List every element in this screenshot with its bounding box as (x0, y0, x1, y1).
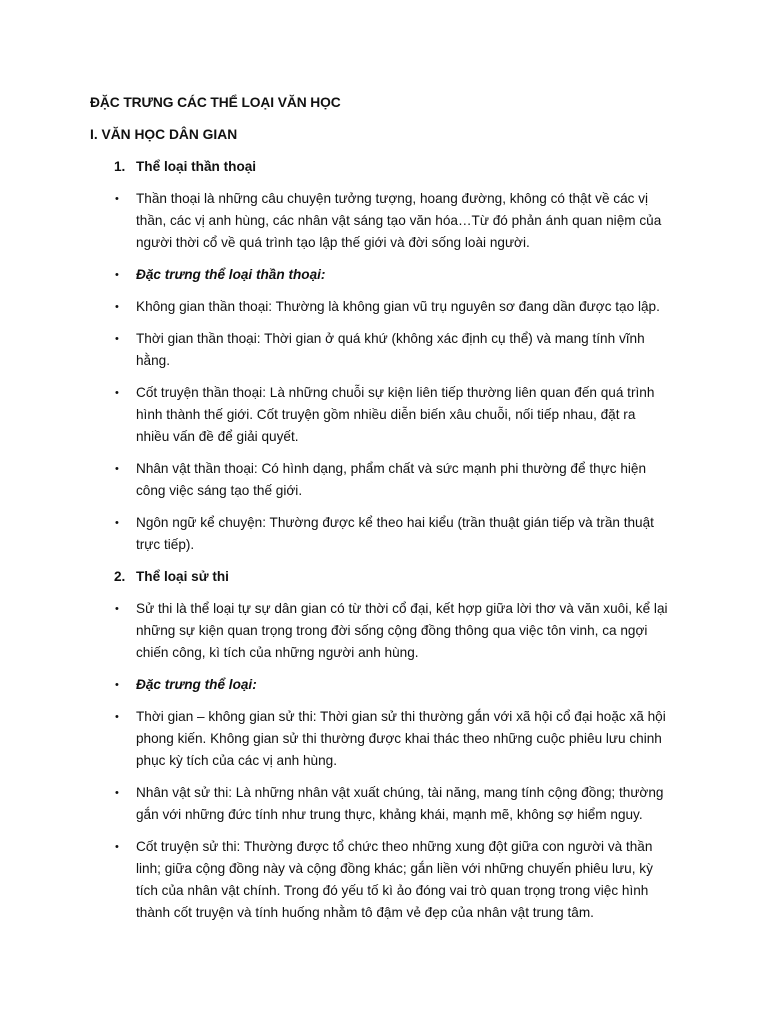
features-heading: Đặc trưng thể loại thần thoại: (136, 267, 326, 282)
list-item-text: Ngôn ngữ kể chuyện: Thường được kể theo hai kiểu (trần thuật gián tiếp và trần thuật trực tiếp). (136, 515, 654, 552)
list-item (90, 458, 672, 502)
list-item (90, 296, 672, 318)
bullet-icon: • (115, 517, 119, 529)
document-title: ĐẶC TRƯNG CÁC THỂ LOẠI VĂN HỌC (90, 95, 341, 110)
bullet-icon: • (115, 787, 119, 799)
list-item-emphasis (90, 264, 672, 286)
bullet-icon: • (115, 333, 119, 345)
subsection-heading (90, 566, 672, 588)
subsection-title: Thể loại thần thoại (136, 159, 257, 174)
list-item-text: Nhân vật sử thi: Là những nhân vật xuất chúng, tài năng, mang tính cộng đồng; thường gắn với những đức tính như trung thực, khảng khái, mạnh mẽ, không sợ hiểm nguy. (136, 785, 664, 822)
list-item (90, 598, 672, 664)
list-item-emphasis (90, 674, 672, 696)
list-item (90, 782, 672, 826)
list-item-text: Cốt truyện thần thoại: Là những chuỗi sự kiện liên tiếp thường liên quan đến quá trình hình thành thế giới. Cốt truyện gồm nhiều diễn biến xâu chuỗi, nối tiếp nhau, đặt ra nhiều vấn đề để giải quyết. (136, 385, 655, 444)
list-item (90, 706, 672, 772)
features-heading: Đặc trưng thể loại: (136, 677, 257, 692)
bullet-icon: • (115, 711, 119, 723)
list-item (90, 512, 672, 556)
subsection-number: 2. (114, 569, 126, 584)
list-item-text: Sử thi là thể loại tự sự dân gian có từ thời cổ đại, kết hợp giữa lời thơ và văn xuôi, kể lại những sự kiện quan trọng trong đời sống cộng đồng thông qua việc tôn vinh, ca ngợi chiến công, kì tích của những người anh hùng. (136, 601, 668, 660)
bullet-icon: • (115, 841, 119, 853)
bullet-icon: • (115, 463, 119, 475)
list-item-text: Cốt truyện sử thi: Thường được tổ chức theo những xung đột giữa con người và thần linh; giữa cộng đồng này và cộng đồng khác; gắn liền với những chuyến phiêu lưu, kỳ tích của nhân vật chính. Trong đó yếu tố kì ảo đóng vai trò quan trọng trong việc hình thành cốt truyện và tính huống nhằm tô đậm vẻ đẹp của nhân vật trung tâm. (136, 839, 653, 920)
bullet-icon: • (115, 301, 119, 313)
list-item (90, 382, 672, 448)
subsection-heading (90, 156, 672, 178)
list-item-text: Nhân vật thần thoại: Có hình dạng, phẩm chất và sức mạnh phi thường để thực hiện công việc sáng tạo thế giới. (136, 461, 647, 498)
list-item-text: Thời gian thần thoại: Thời gian ở quá khứ (không xác định cụ thể) và mang tính vĩnh hằng. (136, 331, 645, 368)
list-item (90, 188, 672, 254)
list-item (90, 836, 672, 924)
bullet-icon: • (115, 269, 119, 281)
bullet-icon: • (115, 679, 119, 691)
document-body (90, 92, 672, 934)
bullet-icon: • (115, 387, 119, 399)
bullet-icon: • (115, 603, 119, 615)
list-item (90, 328, 672, 372)
list-item-text: Không gian thần thoại: Thường là không gian vũ trụ nguyên sơ đang dần được tạo lập. (136, 299, 660, 314)
bullet-icon: • (115, 193, 119, 205)
subsection-title: Thể loại sử thi (136, 569, 229, 584)
section-heading: I. VĂN HỌC DÂN GIAN (90, 127, 238, 142)
subsection-number: 1. (114, 159, 126, 174)
list-item-text: Thần thoại là những câu chuyện tưởng tượng, hoang đường, không có thật về các vị thần, các vị anh hùng, các nhân vật sáng tạo văn hóa…Từ đó phản ánh quan niệm của người thời cổ về quá trình tạo lập thế giới và đời sống loài người. (136, 191, 662, 250)
list-item-text: Thời gian – không gian sử thi: Thời gian sử thi thường gắn với xã hội cổ đại hoặc xã hội phong kiến. Không gian sử thi thường được khai thác theo những cuộc phiêu lưu chinh phục kỳ tích của các vị anh hùng. (136, 709, 666, 768)
